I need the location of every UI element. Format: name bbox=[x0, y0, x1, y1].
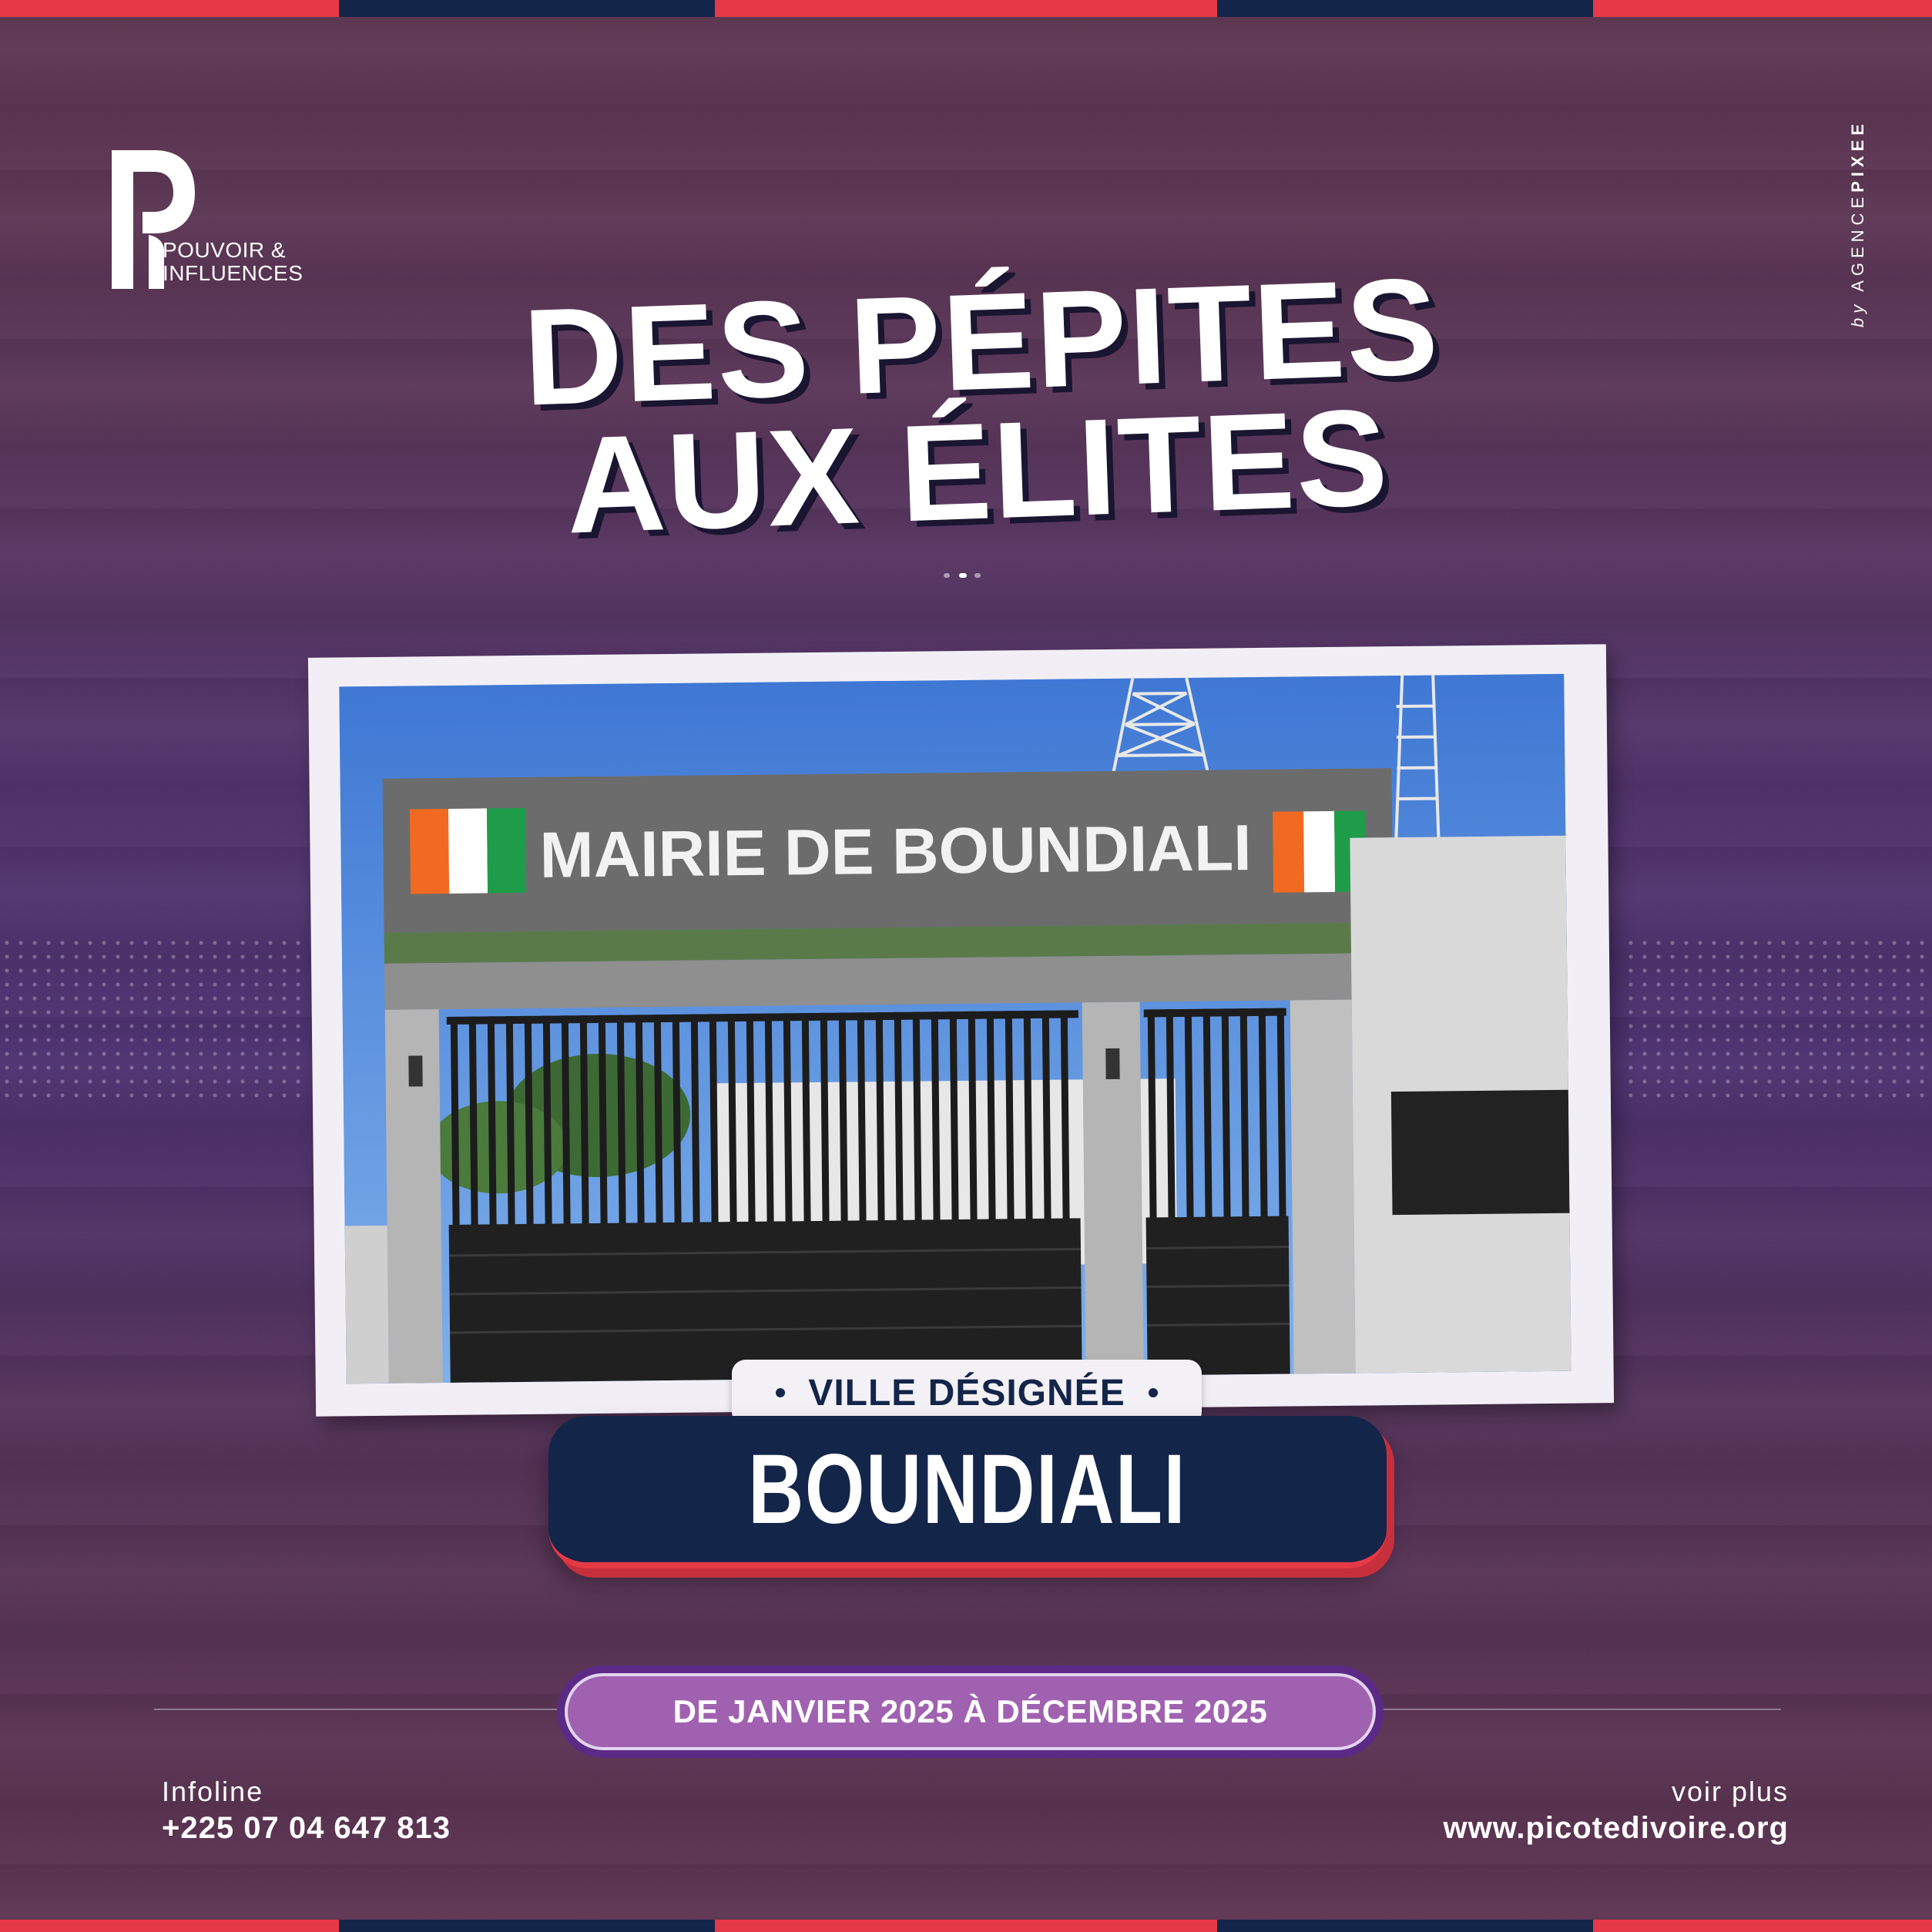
flag-left bbox=[410, 808, 526, 894]
sign-text: MAIRIE DE BOUNDIALI bbox=[539, 811, 1253, 891]
period-text: DE JANVIER 2025 À DÉCEMBRE 2025 bbox=[673, 1693, 1268, 1729]
town-hall-illustration bbox=[339, 674, 1571, 1384]
city-name: BOUNDIALI bbox=[748, 1434, 1187, 1545]
photo-frame bbox=[308, 644, 1614, 1417]
headline-line-2: AUX ÉLITES bbox=[563, 380, 1392, 562]
website-block bbox=[1444, 1776, 1789, 1846]
pagination-dots bbox=[944, 570, 990, 581]
top-accent-bar bbox=[0, 0, 1932, 17]
agency-name-bold: PIXEE bbox=[1848, 119, 1867, 193]
agency-name-light: AGENCE bbox=[1848, 192, 1867, 292]
designated-city-label: VILLE DÉSIGNÉE bbox=[808, 1372, 1125, 1414]
agency-prefix: by bbox=[1848, 300, 1867, 327]
brand-line-1: POUVOIR & bbox=[163, 238, 287, 262]
main-gate bbox=[449, 1218, 1082, 1383]
brand-line-2: INFLUENCES bbox=[163, 261, 304, 285]
city-name-box bbox=[548, 1416, 1387, 1568]
infoline-label: Infoline bbox=[162, 1776, 264, 1807]
brand-logo bbox=[112, 150, 304, 293]
headline-line-1: DES PÉPITES bbox=[521, 249, 1442, 434]
window bbox=[1391, 1090, 1570, 1215]
website-label: voir plus bbox=[1671, 1776, 1789, 1807]
period-pill bbox=[565, 1673, 1376, 1750]
town-hall-photo bbox=[339, 674, 1571, 1384]
infoline-contact bbox=[162, 1776, 451, 1846]
side-gate bbox=[1146, 1216, 1290, 1376]
decorative-pattern-right bbox=[1624, 936, 1932, 1098]
decorative-pattern-left bbox=[0, 936, 308, 1098]
bullet-dot bbox=[776, 1388, 785, 1397]
infoline-phone[interactable]: +225 07 04 647 813 bbox=[162, 1811, 451, 1845]
bullet-dot bbox=[1149, 1388, 1158, 1397]
website-link[interactable]: www.picotedivoire.org bbox=[1443, 1811, 1789, 1845]
bottom-accent-bar bbox=[0, 1920, 1932, 1932]
